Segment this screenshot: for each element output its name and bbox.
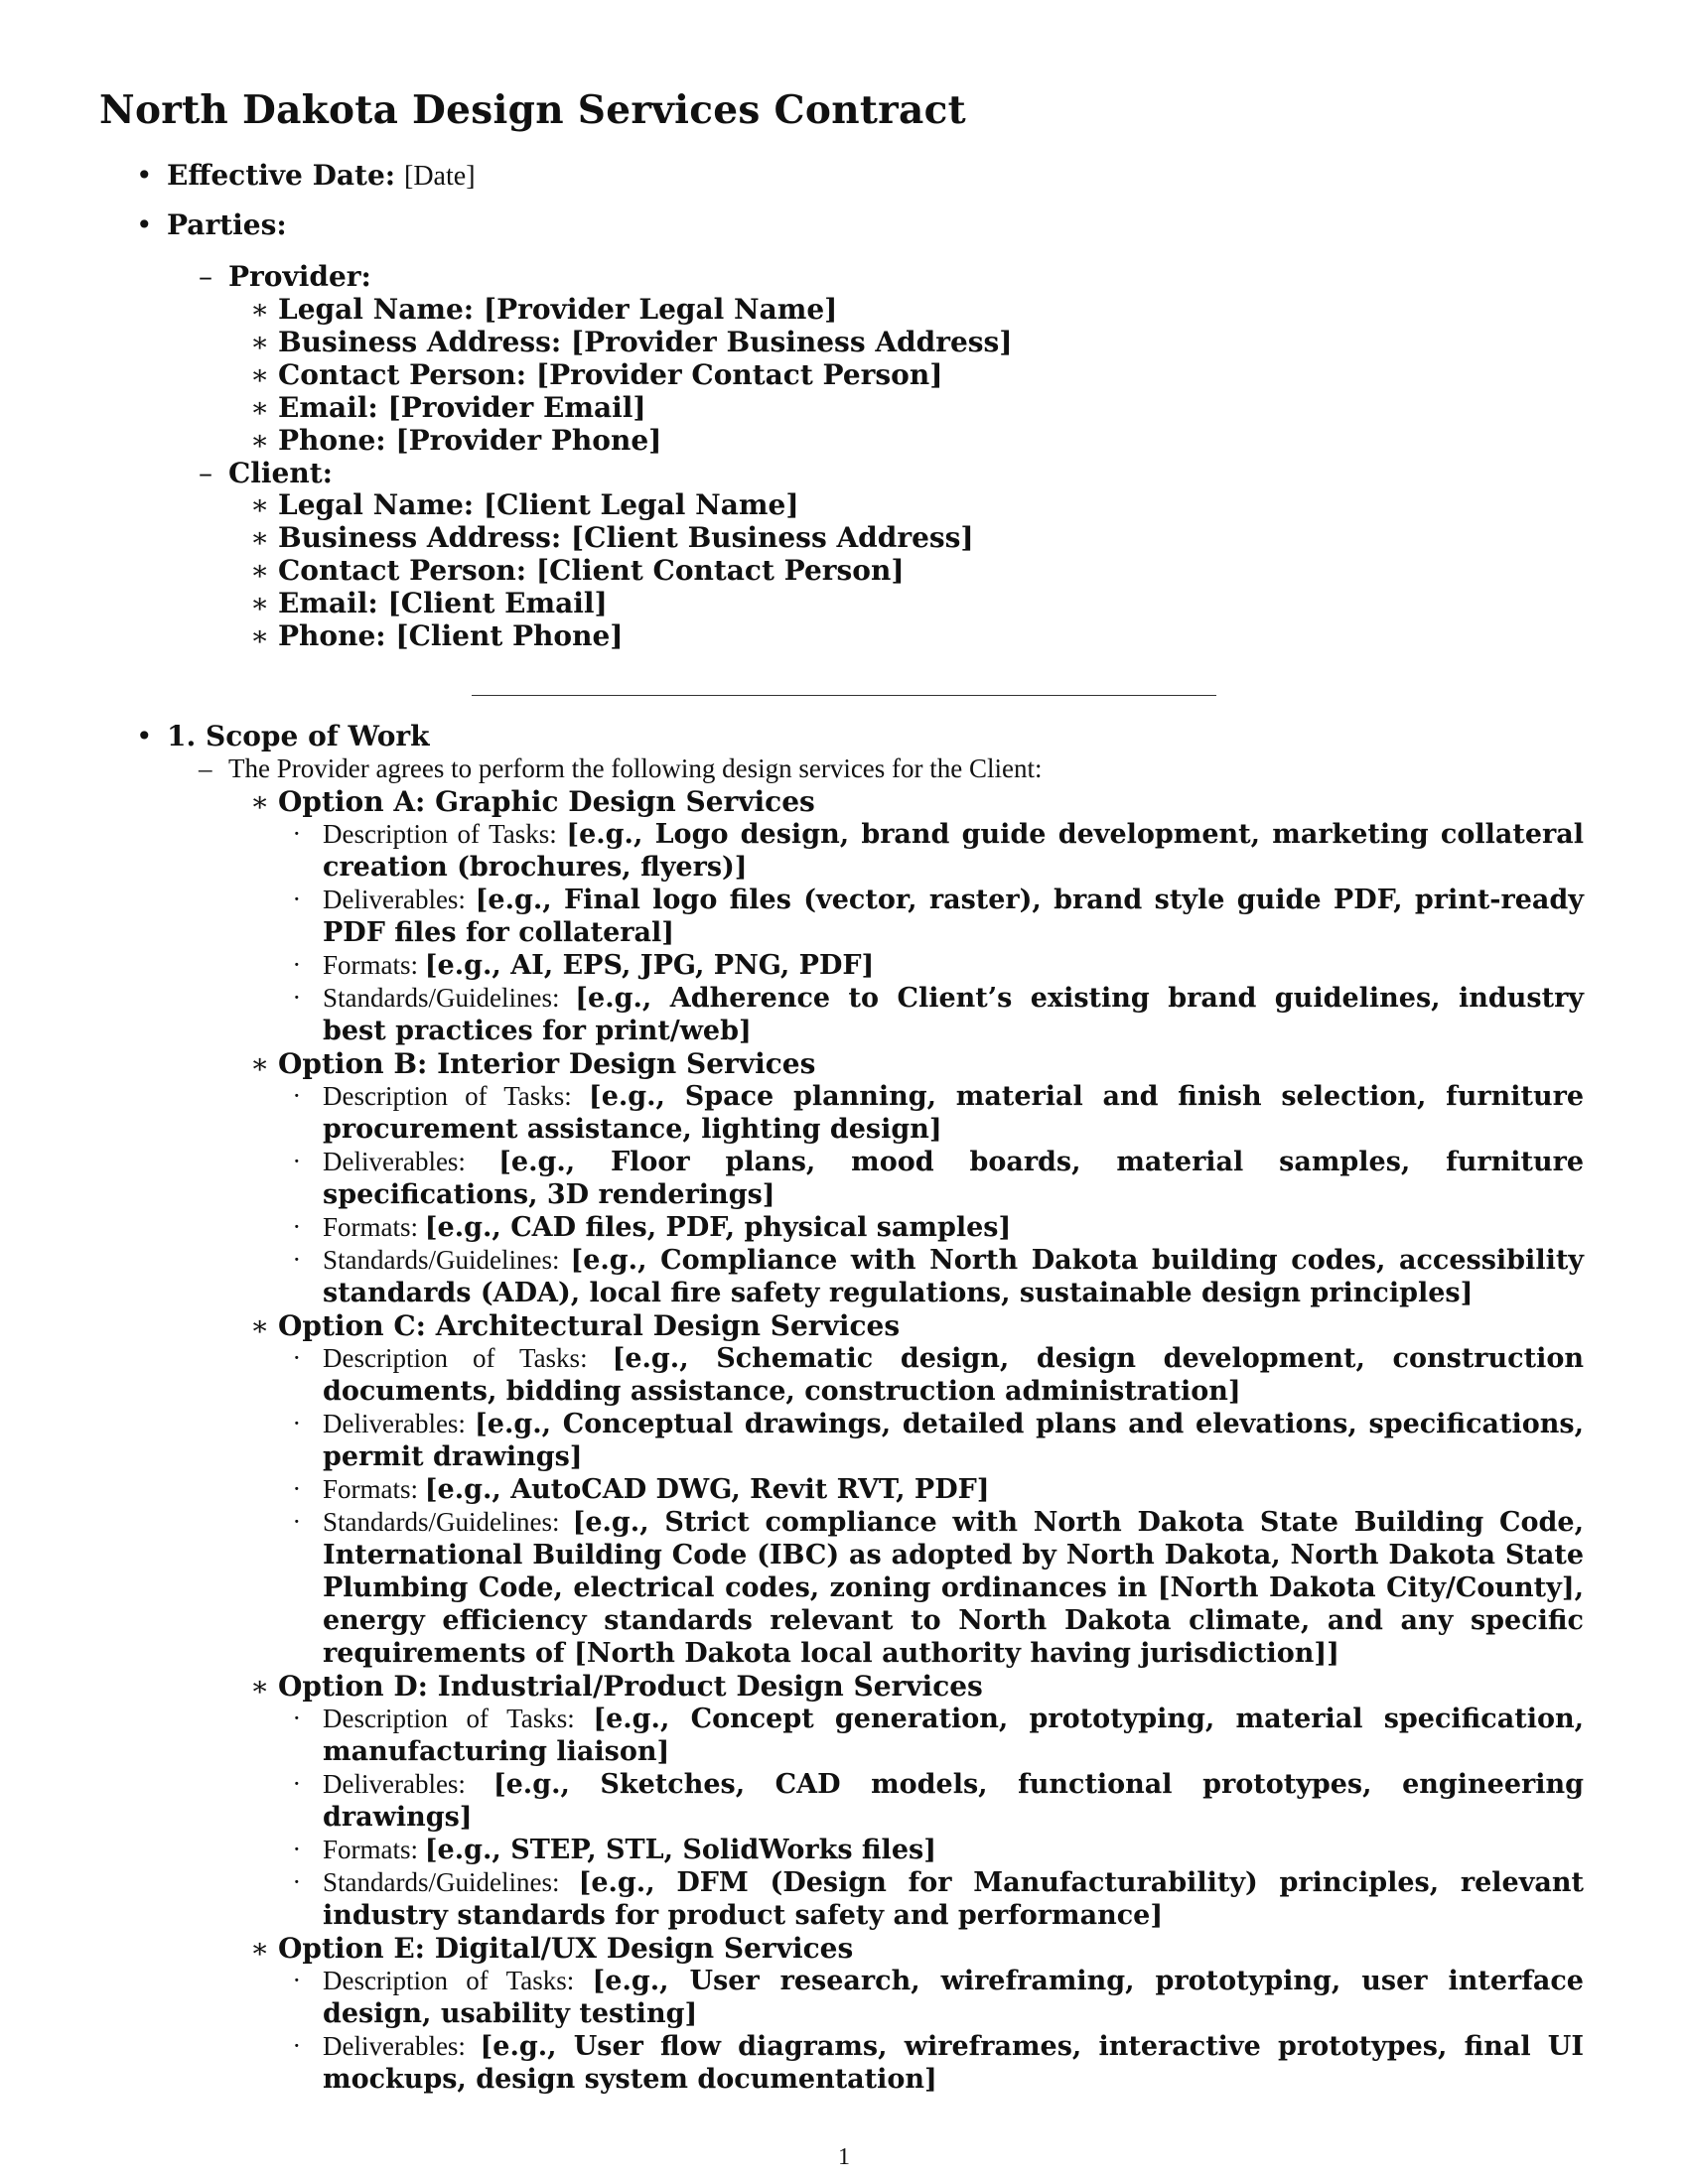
item-value: [e.g., Final logo files (vector, raster), brand style guide PDF, print-ready PDF files for collateral] — [323, 885, 1584, 948]
item-label: Description of Tasks: — [323, 819, 567, 849]
dash-icon: – — [199, 457, 212, 489]
scope-heading: 1. Scope of Work — [167, 720, 430, 752]
item-label: Description of Tasks: — [323, 1343, 613, 1373]
client-field — [250, 619, 624, 652]
option-heading — [250, 1670, 983, 1703]
asterisk-icon: ∗ — [250, 358, 270, 391]
option-item — [293, 1965, 1584, 2030]
dot-icon: · — [293, 1344, 301, 1372]
option-item — [293, 1244, 1584, 1309]
client-field — [250, 521, 974, 554]
dot-icon: · — [293, 886, 301, 913]
item-value: [e.g., Compliance with North Dakota building codes, accessibility standards (ADA), local fire safety regulations, sustainable design principles] — [323, 1245, 1584, 1308]
item-value: [e.g., AutoCAD DWG, Revit RVT, PDF] — [424, 1474, 990, 1505]
effective-date-value: [Date] — [404, 161, 476, 192]
dash-icon: – — [199, 260, 212, 293]
client-field — [250, 587, 608, 619]
item-value: [e.g., Concept generation, prototyping, material specification, manufacturing liaison] — [323, 1704, 1584, 1767]
effective-date-label: Effective Date: — [167, 159, 396, 192]
option-item — [293, 1473, 1584, 1506]
option-item — [293, 1768, 1584, 1834]
dot-icon: · — [293, 1836, 301, 1863]
item-label: Deliverables: — [323, 1147, 499, 1176]
option-heading — [250, 1932, 854, 1965]
item-label: Formats: — [323, 1835, 425, 1864]
dash-icon: – — [199, 753, 212, 783]
item-label: Standards/Guidelines: — [323, 1867, 579, 1897]
asterisk-icon: ∗ — [250, 326, 270, 358]
section-divider — [472, 695, 1216, 696]
bullet-icon: • — [136, 208, 153, 241]
dot-icon: · — [293, 1475, 301, 1503]
dot-icon: · — [293, 1082, 301, 1110]
item-label: Standards/Guidelines: — [323, 1507, 573, 1537]
item-value: [e.g., User research, wireframing, prototyping, user interface design, usability testing] — [323, 1966, 1584, 2029]
item-label: Standards/Guidelines: — [323, 983, 576, 1013]
document-title: North Dakota Design Services Contract — [99, 87, 966, 133]
dot-icon: · — [293, 1246, 301, 1274]
dot-icon: · — [293, 1705, 301, 1732]
option-item — [293, 1408, 1584, 1473]
option-item — [293, 884, 1584, 949]
dot-icon: · — [293, 984, 301, 1012]
scope-intro: – The Provider agrees to perform the following design services for the Client: — [199, 753, 1043, 783]
provider-field — [250, 326, 1013, 358]
asterisk-icon: ∗ — [250, 587, 270, 619]
option-item — [293, 1866, 1584, 1932]
item-value: [e.g., Floor plans, mood boards, material samples, furniture specifications, 3D renderings] — [323, 1147, 1584, 1210]
asterisk-icon: ∗ — [250, 785, 270, 818]
item-value: [e.g., Adherence to Client’s existing brand guidelines, industry best practices for print/web] — [323, 983, 1584, 1046]
asterisk-icon: ∗ — [250, 391, 270, 424]
item-label: Deliverables: — [323, 885, 476, 914]
option-item — [293, 2030, 1584, 2096]
asterisk-icon: ∗ — [250, 1670, 270, 1703]
item-value: [e.g., CAD files, PDF, physical samples] — [424, 1212, 1012, 1243]
asterisk-icon: ∗ — [250, 424, 270, 457]
item-label: Standards/Guidelines: — [323, 1245, 571, 1275]
option-item — [293, 1211, 1584, 1244]
effective-date-item — [136, 159, 476, 193]
option-heading — [250, 1047, 816, 1080]
option-title: Option C: Architectural Design Services — [278, 1309, 901, 1342]
item-value: [e.g., STEP, STL, SolidWorks files] — [424, 1835, 936, 1865]
client-field — [250, 554, 905, 587]
asterisk-icon: ∗ — [250, 1309, 270, 1342]
item-label: Description of Tasks: — [323, 1081, 589, 1111]
parties-label: Parties: — [167, 208, 287, 241]
option-item — [293, 1146, 1584, 1211]
provider-field — [250, 293, 838, 326]
item-label: Deliverables: — [323, 1769, 493, 1799]
bullet-icon: • — [136, 159, 153, 192]
item-value: [e.g., Strict compliance with North Dakota State Building Code, International Building Code (IBC) as adopted by North Dakota, North Dakota State Plumbing Code, electrical codes, zoning ordinances in [North Dakota City/County], energy efficiency standards relevant to North Dakota climate, and any specific requirements of [North Dakota local authority having jurisdiction]] — [323, 1507, 1585, 1669]
asterisk-icon: ∗ — [250, 1047, 270, 1080]
item-label: Deliverables: — [323, 2031, 481, 2061]
option-item — [293, 949, 1584, 982]
page-number: 1 — [838, 2144, 850, 2170]
provider-field-text: Business Address: [Provider Business Address] — [278, 326, 1013, 358]
provider-field — [250, 391, 646, 424]
option-item — [293, 1703, 1584, 1768]
option-title: Option D: Industrial/Product Design Services — [278, 1670, 983, 1703]
provider-field — [250, 424, 662, 457]
client-field-text: Email: [Client Email] — [278, 587, 608, 619]
option-item — [293, 818, 1584, 884]
option-item — [293, 1506, 1585, 1670]
provider-field-text: Contact Person: [Provider Contact Person] — [278, 358, 943, 391]
scope-heading-item — [136, 720, 430, 752]
item-value: [e.g., Conceptual drawings, detailed plans and elevations, specifications, permit drawings] — [323, 1409, 1584, 1472]
item-label: Description of Tasks: — [323, 1704, 594, 1733]
provider-field-text: Phone: [Provider Phone] — [278, 424, 662, 457]
option-item — [293, 1080, 1584, 1146]
client-field-text: Contact Person: [Client Contact Person] — [278, 554, 905, 587]
bullet-icon: • — [136, 720, 153, 752]
provider-field-text: Email: [Provider Email] — [278, 391, 646, 424]
dot-icon: · — [293, 1148, 301, 1175]
item-value: [e.g., AI, EPS, JPG, PNG, PDF] — [424, 950, 875, 981]
item-label: Formats: — [323, 950, 425, 980]
item-value: [e.g., DFM (Design for Manufacturability) principles, relevant industry standards for product safety and performance] — [323, 1867, 1584, 1931]
asterisk-icon: ∗ — [250, 554, 270, 587]
option-title: Option E: Digital/UX Design Services — [278, 1932, 854, 1965]
client-field — [250, 488, 799, 521]
asterisk-icon: ∗ — [250, 521, 270, 554]
dot-icon: · — [293, 1868, 301, 1896]
item-label: Formats: — [323, 1212, 425, 1242]
client-heading: – Client: — [199, 457, 333, 489]
option-item — [293, 982, 1584, 1047]
dot-icon: · — [293, 1770, 301, 1798]
item-value: [e.g., Space planning, material and finish selection, furniture procurement assistance, lighting design] — [323, 1081, 1584, 1145]
item-label: Formats: — [323, 1474, 425, 1504]
parties-item — [136, 208, 287, 241]
option-title: Option B: Interior Design Services — [278, 1047, 816, 1080]
item-value: [e.g., Logo design, brand guide development, marketing collateral creation (brochures, flyers)] — [323, 819, 1584, 883]
dot-icon: · — [293, 1967, 301, 1994]
dot-icon: · — [293, 1410, 301, 1437]
option-item — [293, 1834, 1584, 1866]
provider-heading: – Provider: — [199, 260, 371, 293]
client-field-text: Business Address: [Client Business Address] — [278, 521, 974, 554]
asterisk-icon: ∗ — [250, 488, 270, 521]
asterisk-icon: ∗ — [250, 1932, 270, 1965]
dot-icon: · — [293, 820, 301, 848]
item-value: [e.g., Schematic design, design development, construction documents, bidding assistance, construction administration] — [323, 1343, 1584, 1407]
client-field-text: Phone: [Client Phone] — [278, 619, 624, 652]
item-label: Deliverables: — [323, 1409, 475, 1438]
asterisk-icon: ∗ — [250, 293, 270, 326]
option-heading — [250, 1309, 901, 1342]
item-value: [e.g., Sketches, CAD models, functional prototypes, engineering drawings] — [323, 1769, 1584, 1833]
client-field-text: Legal Name: [Client Legal Name] — [278, 488, 799, 521]
item-label: Description of Tasks: — [323, 1966, 593, 1995]
dot-icon: · — [293, 1508, 301, 1536]
asterisk-icon: ∗ — [250, 619, 270, 652]
option-item — [293, 1342, 1584, 1408]
item-value: [e.g., User flow diagrams, wireframes, interactive prototypes, final UI mockups, design system documentation] — [323, 2031, 1584, 2095]
option-title: Option A: Graphic Design Services — [278, 785, 815, 818]
dot-icon: · — [293, 1213, 301, 1241]
provider-field — [250, 358, 943, 391]
option-heading — [250, 785, 815, 818]
dot-icon: · — [293, 2032, 301, 2060]
provider-field-text: Legal Name: [Provider Legal Name] — [278, 293, 838, 326]
dot-icon: · — [293, 951, 301, 979]
